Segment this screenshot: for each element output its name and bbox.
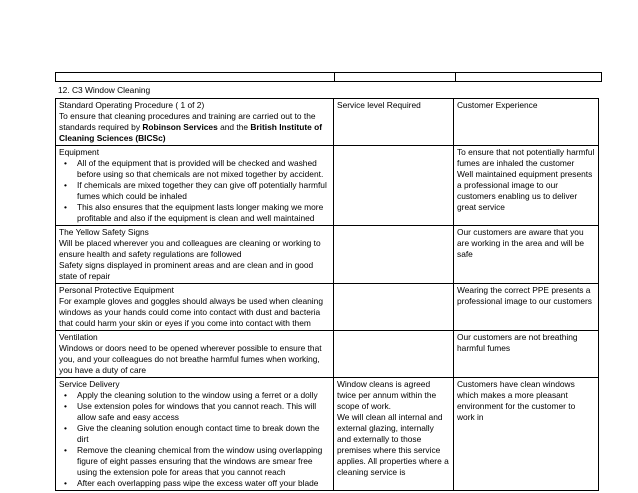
ppe-cell xyxy=(56,284,334,331)
customer-text: To ensure that not potentially harmful fumes are inhaled the customer Well maintained equipment presents a professional image to our customers enabling us to deliver great service xyxy=(457,147,595,212)
service-level-header: Service level Required xyxy=(334,99,454,146)
service-text: Window cleans is agreed twice per annum within the scope of work. We will clean all internal and external glazing, internally and externally to those premises where this service applies. All properties where a cleaning service is xyxy=(337,379,449,477)
org-bicsc: British Institute of Cleaning Sciences (BICSc) xyxy=(59,122,323,143)
row-body: Will be placed wherever you and colleagues are cleaning or working to ensure health and safety regulations are followed Safety signs displayed in prominent areas and are clean and in good state of repair xyxy=(59,238,321,281)
sop-intro-prefix: To ensure that cleaning procedures and training are carried out to the standards required by xyxy=(59,111,316,132)
table-row-ppe xyxy=(56,284,599,331)
row-title: Equipment xyxy=(59,147,100,157)
list-item: • After each overlapping pass wipe the excess water off your blade xyxy=(77,478,330,489)
customer-experience-header: Customer Experience xyxy=(454,99,599,146)
row-title: Personal Protective Equipment xyxy=(59,285,174,295)
service-cell xyxy=(334,284,454,331)
row-title: Ventilation xyxy=(59,332,98,342)
procedure-table xyxy=(55,98,599,491)
service-delivery-bullet-list xyxy=(59,390,330,489)
top-empty-cell-3 xyxy=(456,73,602,82)
customer-cell xyxy=(454,146,599,226)
list-item: • If chemicals are mixed together they can give off potentially harmful fumes which could be inhaled xyxy=(77,180,330,202)
service-cell xyxy=(334,378,454,491)
service-cell xyxy=(334,331,454,378)
customer-cell: Wearing the correct PPE presents a professional image to our customers xyxy=(454,284,599,331)
list-item: • Use extension poles for windows that you cannot reach. This will allow safe and easy access xyxy=(77,401,330,423)
table-row-service-delivery xyxy=(56,378,599,491)
row-body: Windows or doors need to be opened wherever possible to ensure that you, and your colleagues do not breathe harmful fumes when working, you have a duty of care xyxy=(59,343,322,375)
customer-cell: Our customers are not breathing harmful fumes xyxy=(454,331,599,378)
row-title: The Yellow Safety Signs xyxy=(59,227,149,237)
equipment-cell xyxy=(56,146,334,226)
top-empty-cell-2 xyxy=(335,73,456,82)
table-header-row xyxy=(56,99,599,146)
top-empty-table xyxy=(55,72,602,82)
ventilation-cell xyxy=(56,331,334,378)
list-item: • Remove the cleaning chemical from the window using overlapping figure of eight passes ensuring that the windows are smear free using the extension pole for areas that you cannot reach xyxy=(77,445,330,478)
sop-header-cell xyxy=(56,99,334,146)
list-item: • Apply the cleaning solution to the window using a ferret or a dolly xyxy=(77,390,330,401)
service-cell xyxy=(334,226,454,284)
section-title: 12. C3 Window Cleaning xyxy=(58,85,151,95)
equipment-bullet-list xyxy=(59,158,330,224)
list-item: • This also ensures that the equipment lasts longer making we more profitable and also if the equipment is clean and well maintained xyxy=(77,202,330,224)
customer-cell: Our customers are aware that you are working in the area and will be safe xyxy=(454,226,599,284)
table-row-safety-signs xyxy=(56,226,599,284)
table-row-ventilation xyxy=(56,331,599,378)
service-delivery-cell xyxy=(56,378,334,491)
list-item: • All of the equipment that is provided will be checked and washed before using so that chemicals are not mixed together by accident. xyxy=(77,158,330,180)
sop-title: Standard Operating Procedure ( 1 of 2) xyxy=(59,100,205,110)
top-empty-cell-1 xyxy=(56,73,335,82)
sop-intro-mid: and the xyxy=(217,122,251,132)
org-robinson: Robinson Services xyxy=(142,122,218,132)
safety-signs-cell xyxy=(56,226,334,284)
row-body: For example gloves and goggles should always be used when cleaning windows as your hands could come into contact with dust and bacteria that could harm your skin or eyes if you come into contact with them xyxy=(59,296,323,328)
service-cell xyxy=(334,146,454,226)
row-title: Service Delivery xyxy=(59,379,120,389)
customer-cell: Customers have clean windows which makes a more pleasant environment for the customer to work in xyxy=(454,378,599,491)
table-row-equipment xyxy=(56,146,599,226)
list-item: • Give the cleaning solution enough contact time to break down the dirt xyxy=(77,423,330,445)
